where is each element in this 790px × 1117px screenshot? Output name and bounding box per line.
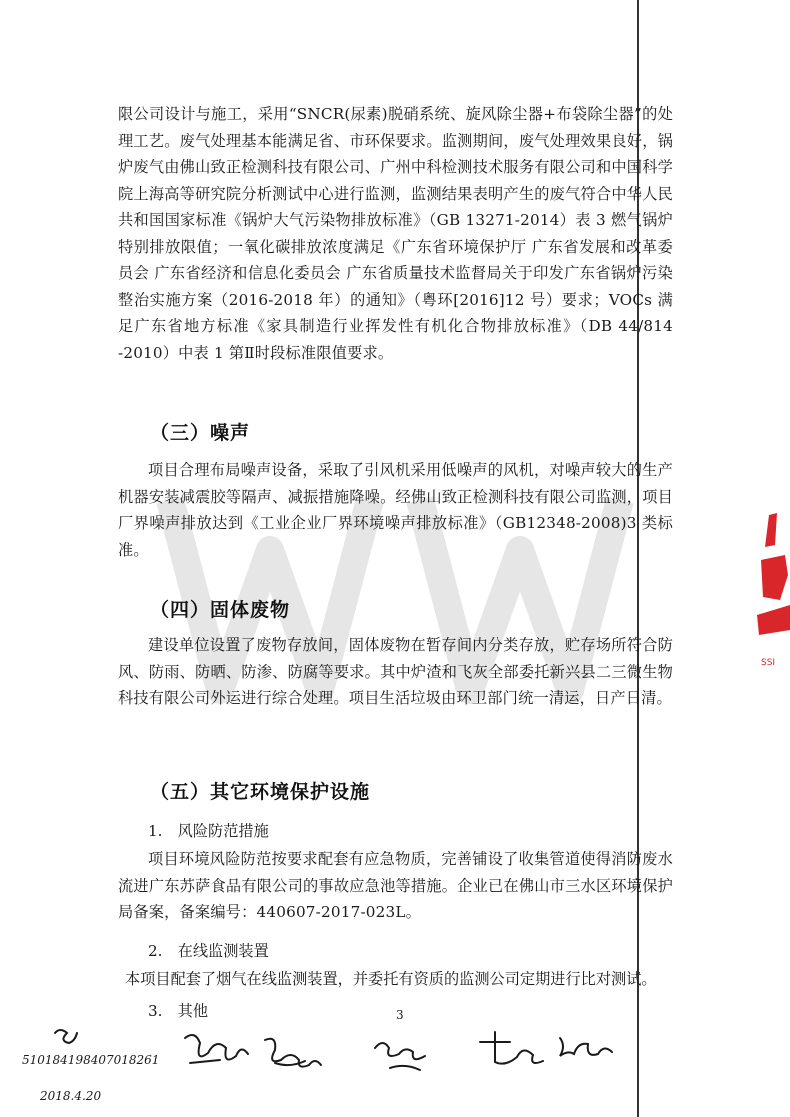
item-risk-prevention: 1. 风险防范措施 <box>148 822 269 840</box>
paragraph-exhaust-treatment: 限公司设计与施工，采用“SNCR(尿素)脱硝系统、旋风除尘器+布袋除尘器”的处理工艺。废气处理基本能满足省、市环保要求。监测期间，废气处理效果良好，锅炉废气由佛山致正检测科技有限公司、广州中科检测技术服务有限公司和中国科学院上海高等研究院分析测试中心进行监测，监测结果表明产生的废气符合中华人民共和国国家标准《锅炉大气污染物排放标准》（GB 13271-2014）表 3 燃气锅炉特别排放限值；一氧化碳排放浓度满足《广东省环境保护厅 广东省发展和改革委员会 广东省经济和信息化委员会 广东省质量技术监督局关于印发广东省锅炉污染整治实施方案（2016-2018 年）的通知》（粤环[2016]12 号）要求；VOCs 满足广东省地方标准《家具制造行业挥发性有机化合物排放标准》（DB 44/814 -2010）中表 1 第Ⅱ时段标准限值要求。 <box>118 105 673 362</box>
signer-id-number: 510184198407018261 <box>22 1053 160 1067</box>
item-online-monitoring: 2. 在线监测装置 <box>148 942 269 960</box>
item-other: 3. 其他 <box>148 1002 209 1020</box>
heading-other-facilities: （五）其它环境保护设施 <box>150 781 371 803</box>
signature-date: 2018.4.20 <box>40 1089 102 1103</box>
page-number: 3 <box>396 1008 404 1022</box>
svg-text:SSI: SSI <box>761 658 776 668</box>
heading-noise: （三）噪声 <box>150 422 251 444</box>
seal-stamp-fragment <box>755 505 790 685</box>
heading-solid-waste: （四）固体废物 <box>150 599 291 621</box>
paragraph-online-monitoring: 本项目配套了烟气在线监测装置，并委托有资质的监测公司定期进行比对测试。 <box>125 970 657 988</box>
paragraph-noise: 项目合理布局噪声设备，采取了引风机采用低噪声的风机，对噪声较大的生产机器安装减震胶等隔声、减振措施降噪。经佛山致正检测科技有限公司监测，项目厂界噪声排放达到《工业企业厂界环境噪声排放标准》（GB12348-2008)3 类标准。 <box>118 461 673 559</box>
paragraph-solid-waste: 建设单位设置了废物存放间，固体废物在暂存间内分类存放，贮存场所符合防风、防雨、防晒、防渗、防腐等要求。其中炉渣和飞灰全部委托新兴县二三微生物科技有限公司外运进行综合处理。项目生活垃圾由环卫部门统一清运，日产日清。 <box>118 636 673 707</box>
paragraph-risk-prevention: 项目环境风险防范按要求配套有应急物质，完善铺设了收集管道使得消防废水流进广东苏萨食品有限公司的事故应急池等措施。企业已在佛山市三水区环境保护局备案，备案编号：440607-2017-023L。 <box>118 850 673 921</box>
signature-area <box>20 1018 700 1113</box>
